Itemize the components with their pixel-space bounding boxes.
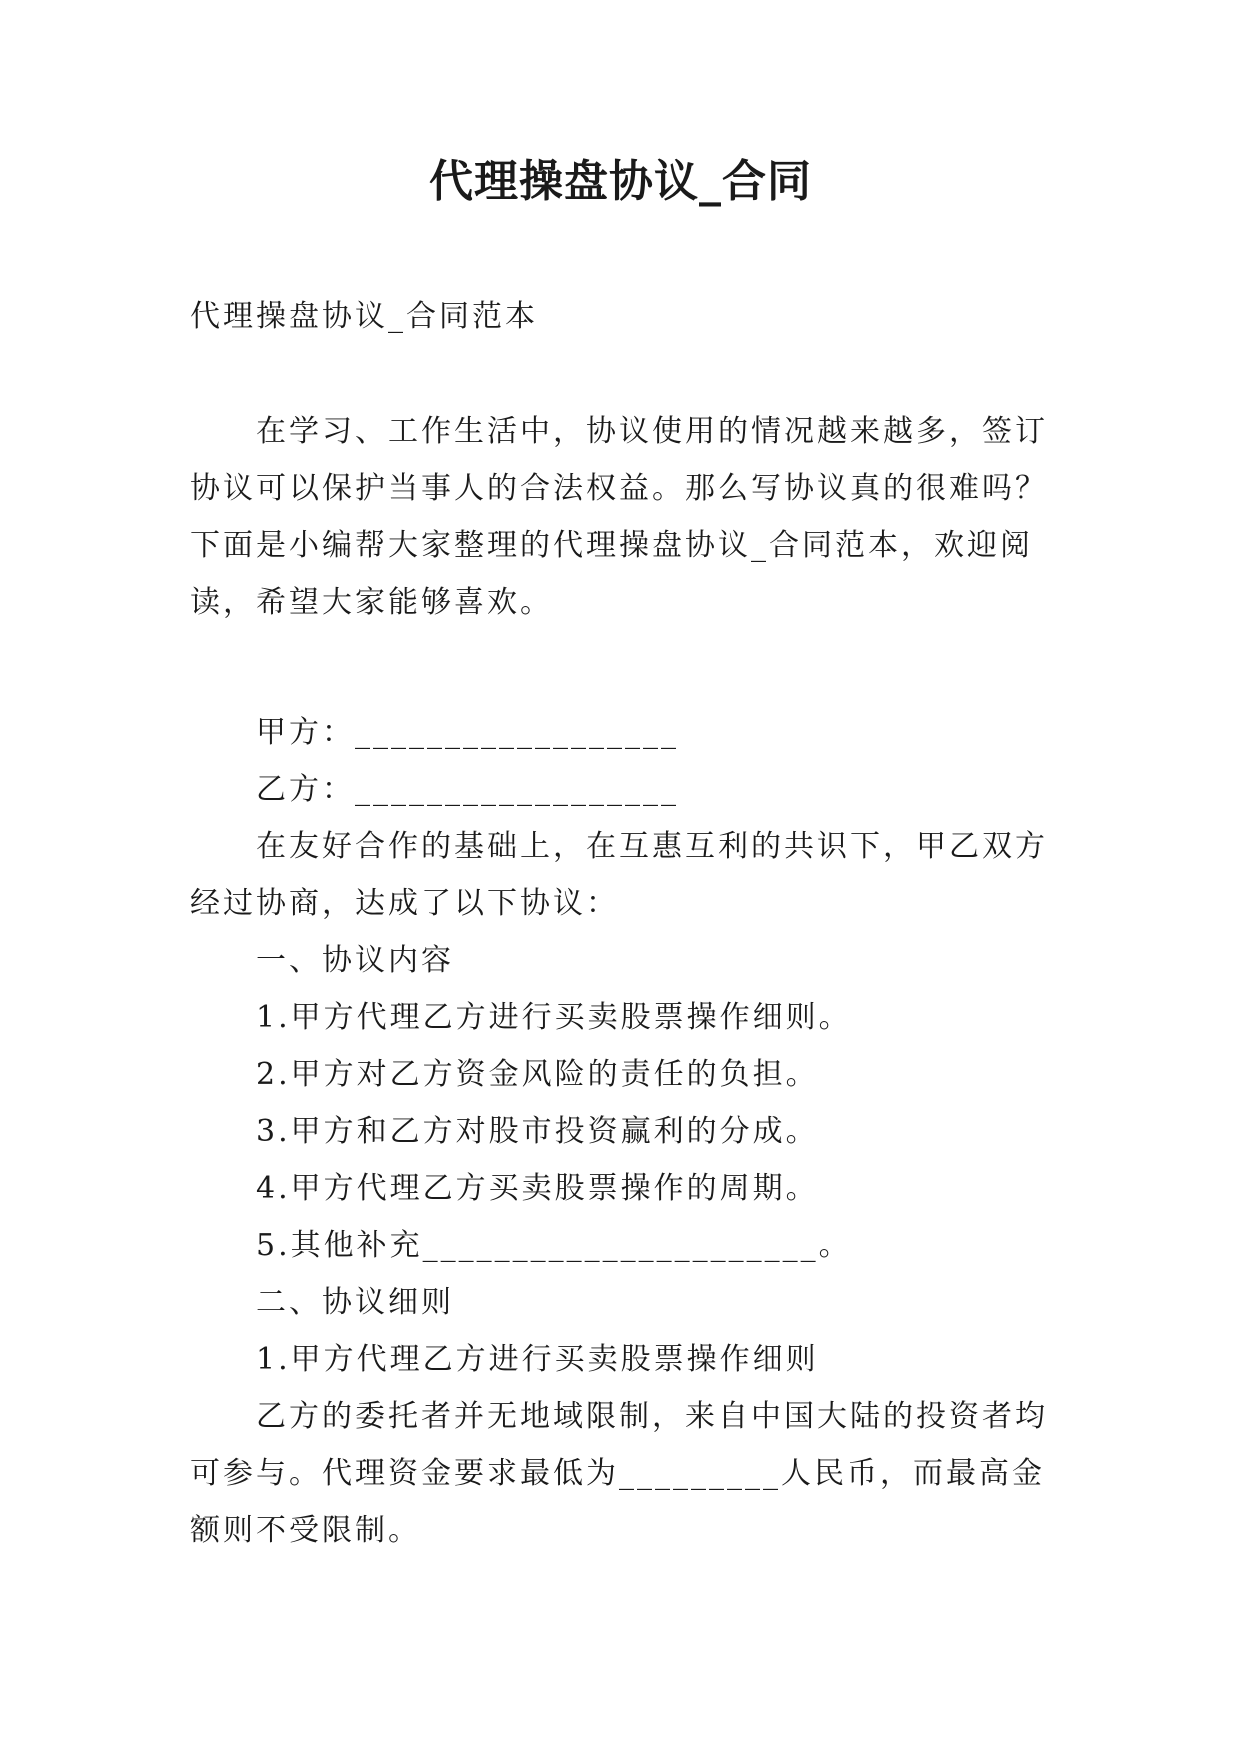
section-2-body-line-3: 额则不受限制。 <box>190 1513 421 1548</box>
intro-line-3: 下面是小编帮大家整理的代理操盘协议_合同范本，欢迎阅 <box>190 528 1033 563</box>
section-2-body-line-2: 可参与。代理资金要求最低为_________人民币，而最高金 <box>190 1456 1045 1491</box>
document-title: 代理操盘协议_合同 <box>429 156 812 207</box>
section-1-item: 2.甲方对乙方资金风险的责任的负担。 <box>256 1057 819 1092</box>
section-1-item: 4.甲方代理乙方买卖股票操作的周期。 <box>256 1171 819 1206</box>
section-2-heading: 二、协议细则 <box>256 1285 454 1320</box>
section-2-item-1: 1.甲方代理乙方进行买卖股票操作细则 <box>256 1342 819 1377</box>
section-1-item: 3.甲方和乙方对股市投资赢利的分成。 <box>256 1114 819 1149</box>
preamble-line-2: 经过协商，达成了以下协议： <box>190 886 619 921</box>
party-a-field: 甲方：__________________ <box>256 715 679 750</box>
section-1-item: 5.其他补充______________________。 <box>256 1228 852 1263</box>
intro-line-1: 在学习、工作生活中，协议使用的情况越来越多，签订 <box>256 414 1048 449</box>
section-1-heading: 一、协议内容 <box>256 943 454 978</box>
section-1-item: 1.甲方代理乙方进行买卖股票操作细则。 <box>256 1000 852 1035</box>
document-subtitle: 代理操盘协议_合同范本 <box>190 299 538 334</box>
intro-line-4: 读，希望大家能够喜欢。 <box>190 585 553 620</box>
intro-line-2: 协议可以保护当事人的合法权益。那么写协议真的很难吗？ <box>190 471 1048 506</box>
party-b-field: 乙方：__________________ <box>256 772 679 807</box>
preamble-line-1: 在友好合作的基础上，在互惠互利的共识下，甲乙双方 <box>256 829 1048 864</box>
section-2-body-line-1: 乙方的委托者并无地域限制，来自中国大陆的投资者均 <box>256 1399 1048 1434</box>
